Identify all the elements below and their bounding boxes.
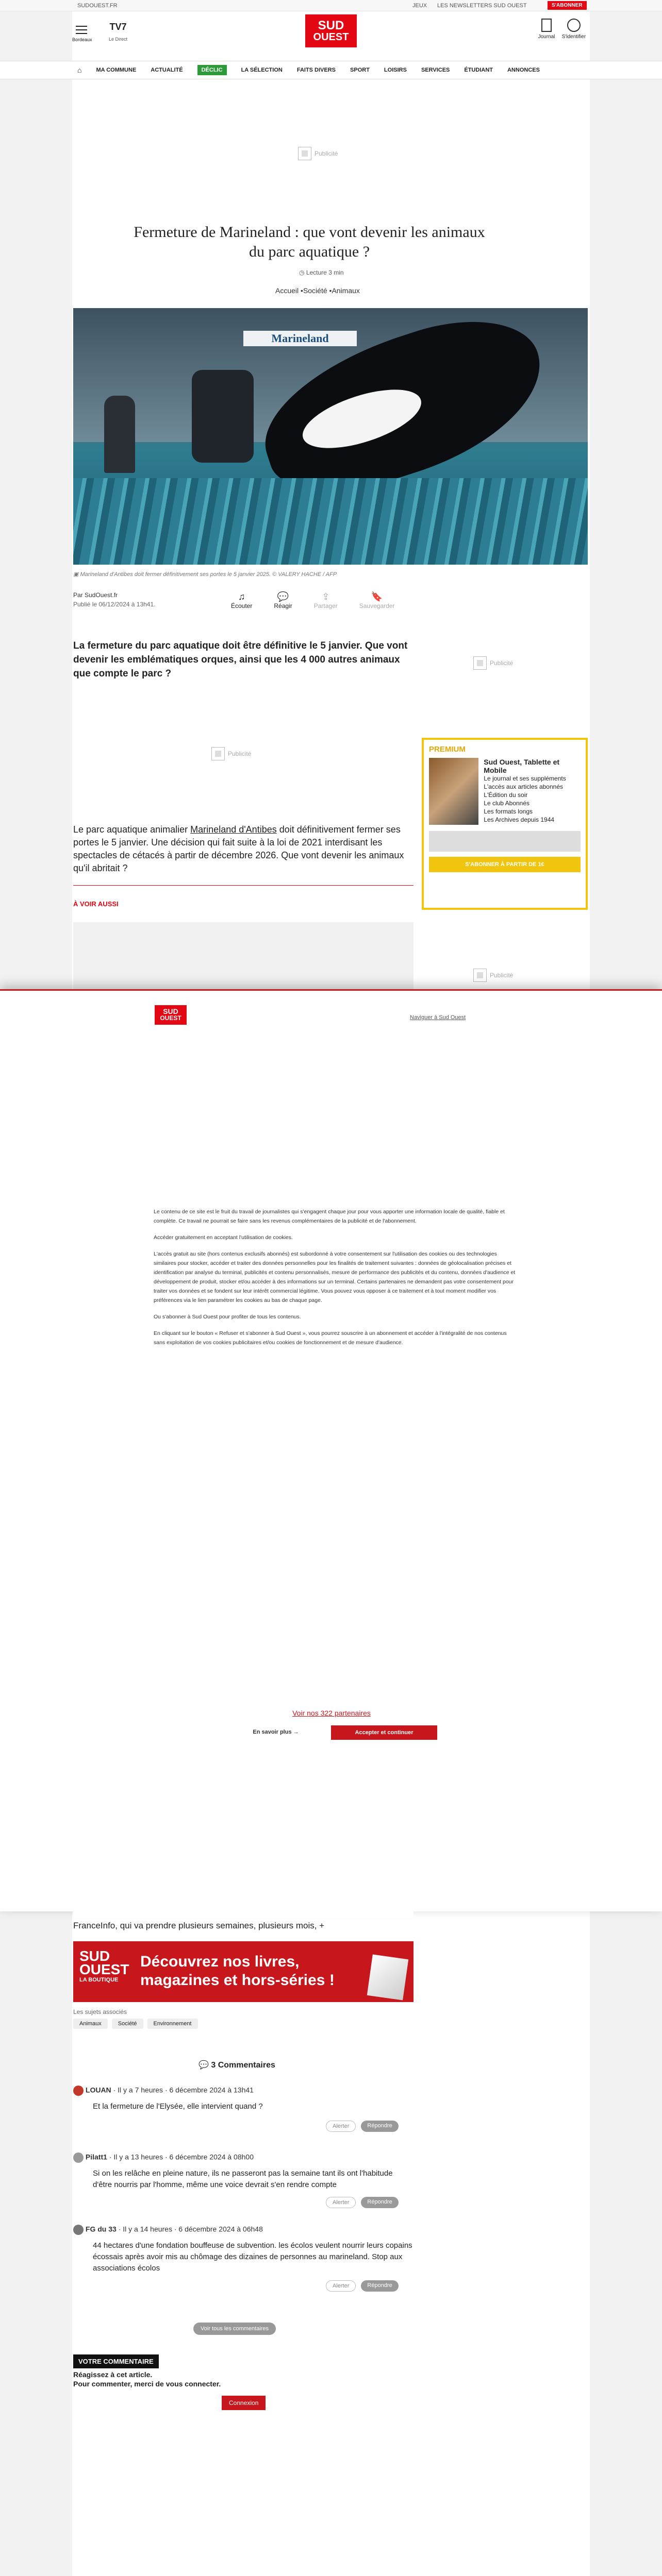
home-icon[interactable]: ⌂ <box>77 66 82 74</box>
speech-bubble-icon: 💬 <box>277 591 289 602</box>
article-body <box>73 823 413 875</box>
promo-logo-line2: OUEST <box>79 1961 129 1977</box>
body-text-rest: doit définitivement fermer ses portes le 5 janvier. Une décision qui fait suite à la loi de 2021 interdisant les spectacles de cétacés à partir de décembre 2026. Que vont devenir les animaux qu'il abritait ? <box>73 824 404 873</box>
comments-count: 3 Commentaires <box>211 2061 275 2070</box>
nav-item-declic[interactable]: DÉCLIC <box>197 65 227 75</box>
main-nav <box>0 61 662 79</box>
article-lead: La fermeture du parc aquatique doit être définitive le 5 janvier. Que vont devenir les emblématiques orques, ainsi que les 4 000 autres animaux que compte le parc ? <box>73 640 408 679</box>
share-icon: ⇪ <box>322 591 330 602</box>
site-link[interactable]: SUDOUEST.FR <box>77 3 118 9</box>
premium-item: Le club Abonnés <box>484 800 530 807</box>
consent-paragraph: Le contenu de ce site est le fruit du travail de journalistes qui s'engagent chaque jour pour vous apporter une information locale de qualité, fiable et complète. Ce travail ne pourrait se faire sans les revenus complémentaires de la publicité et de l'abonnement. <box>154 1209 505 1224</box>
ad-slot-right-2 <box>473 969 513 982</box>
body-text-start: Le parc aquatique animalier <box>73 824 188 835</box>
consent-paragraph: Accéder gratuitement en acceptant l'utilisation de cookies. <box>154 1234 293 1241</box>
premium-placeholder <box>429 831 581 852</box>
nav-item-services[interactable]: SERVICES <box>421 67 450 73</box>
ad-icon <box>211 747 225 760</box>
save-label: Sauvegarder <box>359 602 395 609</box>
menu-button[interactable] <box>72 22 91 42</box>
newspaper-icon <box>541 19 552 32</box>
tag-animaux[interactable]: Animaux <box>73 2019 108 2029</box>
learn-more-button[interactable]: En savoir plus → <box>253 1729 299 1735</box>
promo-text-line2: magazines et hors-séries ! <box>140 1972 335 1989</box>
article-actions <box>231 591 394 609</box>
comment-button[interactable] <box>274 591 292 609</box>
comment-author: LOUAN <box>85 2086 111 2094</box>
reply-button[interactable]: Répondre <box>361 2197 398 2208</box>
share-label: Partager <box>313 602 338 609</box>
trainer-figure-2 <box>192 370 254 463</box>
clock-icon: ◷ <box>299 269 305 276</box>
books-image <box>367 1955 408 2001</box>
article-title: Fermeture de Marineland : que vont devenir les animaux du parc aquatique ? <box>134 224 485 260</box>
nav-item-faits-divers[interactable]: FAITS DIVERS <box>296 67 336 73</box>
listen-button[interactable] <box>231 591 252 609</box>
camera-icon: ▣ <box>73 571 79 578</box>
tag-environnement[interactable]: Environnement <box>147 2019 198 2029</box>
share-button[interactable] <box>314 591 338 609</box>
cut-text-line <box>73 1911 413 1918</box>
save-button[interactable] <box>359 591 395 609</box>
nav-item-actualite[interactable]: ACTUALITÉ <box>151 67 183 73</box>
ad-label: Publicité <box>315 150 338 157</box>
tv7-sub: Le Direct <box>108 37 127 42</box>
consent-logo-line1: SUD <box>163 1007 178 1015</box>
premium-item: L'Édition du soir <box>484 791 528 799</box>
ad-label: Publicité <box>490 972 514 979</box>
tv-city: Bordeaux <box>72 37 92 42</box>
cookie-consent-modal <box>0 989 662 1911</box>
author[interactable]: Par SudOuest.fr <box>73 591 118 599</box>
promo-text-line1: Découvrez nos livres, <box>140 1953 300 1970</box>
ad-icon <box>473 969 487 982</box>
comment-text: Et la fermeture de l'Elysée, elle intervient quand ? <box>93 2102 263 2111</box>
journal-label: Journal <box>538 34 555 40</box>
consent-logo-line2: OUEST <box>160 1014 181 1022</box>
reading-time <box>299 269 344 276</box>
water-splash <box>73 478 588 565</box>
comment-item <box>73 2225 413 2292</box>
comment-item <box>73 2153 413 2208</box>
subscribe-top-button[interactable]: S'ABONNER <box>548 1 587 10</box>
your-comment-heading: VOTRE COMMENTAIRE <box>73 2354 159 2368</box>
consent-paragraph: L'accès gratuit au site (hors contenus exclusifs abonnés) est subordonné à votre consentement sur l'utilisation des cookies ou des technologies similaires pour stocker, accéder et traiter des données personnelles pour les finalités de traitement suivantes : données de géolocalisation précises et identification par analyse du terminal, publicités et contenu personnalisés, mesure de performance des publicités et du contenu, données d'audience et développement de produit, stocker et/ou accéder à des informations sur un terminal. Certains partenaires ne demandent pas votre consentement pour traiter vos données et se fondent sur leur intérêt commercial légitime. Vous pouvez vous opposer à ce traitement et à tout moment modifier vos préférences via le lien paramétrer les cookies au bas de chaque page. <box>154 1251 516 1303</box>
reply-button[interactable]: Répondre <box>361 2280 398 2292</box>
nav-item-loisirs[interactable]: LOISIRS <box>384 67 407 73</box>
games-link[interactable]: JEUX <box>412 3 427 9</box>
breadcrumb-animaux[interactable]: Animaux <box>332 286 360 295</box>
publish-date: Publié le 06/12/2024 à 13h41. <box>73 601 156 608</box>
image-caption <box>73 571 537 578</box>
headphones-icon: ♫ <box>238 591 245 602</box>
premium-title: Sud Ouest, Tablette et Mobile <box>484 758 560 774</box>
login-note <box>73 2370 221 2388</box>
user-icon <box>567 19 581 32</box>
comment-item <box>73 2086 413 2132</box>
tag-societe[interactable]: Société <box>112 2019 143 2029</box>
bookmark-icon: 🔖 <box>371 591 383 602</box>
nav-item-selection[interactable]: LA SÉLECTION <box>241 67 283 73</box>
ad-slot-top <box>298 147 338 160</box>
marineland-sign: Marineland <box>243 331 357 346</box>
consent-logo <box>155 1005 187 1025</box>
login-note-line2: Pour commenter, merci de vous connecter. <box>73 2380 221 2388</box>
nav-item-sport[interactable]: SPORT <box>350 67 370 73</box>
login-button[interactable] <box>561 19 587 40</box>
site-logo[interactable] <box>305 14 357 47</box>
trainer-figure <box>104 396 135 473</box>
breadcrumb-home[interactable]: Accueil <box>275 286 299 295</box>
promo-logo-sub: LA BOUTIQUE <box>79 1977 119 1983</box>
nav-item-commune[interactable]: MA COMMUNE <box>96 67 137 73</box>
login-label: S'identifier <box>561 34 586 40</box>
top-bar <box>0 0 662 11</box>
premium-item: Les Archives depuis 1944 <box>484 816 555 823</box>
comment-author: Pilatt1 <box>85 2153 107 2161</box>
premium-subscribe-button[interactable]: S'ABONNER À PARTIR DE 1€ <box>429 857 581 872</box>
ad-slot-right <box>473 656 513 670</box>
breadcrumb-societe[interactable]: Société <box>303 286 327 295</box>
ad-slot-inline <box>211 747 251 760</box>
boutique-promo-banner[interactable] <box>73 1941 413 2002</box>
see-also-heading: À VOIR AUSSI <box>73 885 413 901</box>
see-also-card[interactable] <box>73 922 413 989</box>
ad-label: Publicité <box>228 750 252 757</box>
premium-devices-image <box>429 758 478 825</box>
see-all-comments-button[interactable]: Voir tous les commentaires <box>193 2323 276 2335</box>
comment-label: Réagir <box>274 602 292 609</box>
comments-heading <box>198 2060 275 2070</box>
comment-meta: · Il y a 7 heures · 6 décembre 2024 à 13h41 <box>113 2086 254 2094</box>
tv7-label: TV7 <box>109 22 127 32</box>
accept-button[interactable]: Accepter et continuer <box>331 1725 437 1740</box>
promo-text <box>140 1953 335 1990</box>
ad-icon <box>298 147 311 160</box>
premium-box <box>422 738 588 910</box>
partners-link[interactable]: Voir nos 322 partenaires <box>292 1709 371 1717</box>
alert-button[interactable]: Alerter <box>326 2280 356 2292</box>
newsletters-link[interactable]: LES NEWSLETTERS SUD OUEST <box>437 3 527 9</box>
navigate-link[interactable]: Naviguer à Sud Ouest <box>410 1014 466 1021</box>
article-end-text: FranceInfo, qui va prendre plusieurs semaines, plusieurs mois, + <box>73 1921 325 1930</box>
alert-button[interactable]: Alerter <box>326 2121 356 2132</box>
journal-button[interactable] <box>536 19 557 40</box>
login-note-line1: Réagissez à cet article. <box>73 2370 153 2379</box>
premium-item: L'accès aux articles abonnés <box>484 783 563 790</box>
logo-line1: SUD <box>318 19 344 32</box>
avatar <box>73 2153 84 2163</box>
breadcrumb: Accueil •Société •Animaux <box>275 286 360 295</box>
login-button[interactable]: Connexion <box>222 2396 266 2410</box>
topics-label: Les sujets associés <box>73 2008 127 2015</box>
comment-meta: · Il y a 13 heures · 6 décembre 2024 à 08h00 <box>109 2153 254 2161</box>
comment-text: Si on les relâche en pleine nature, ils ne passeront pas la semaine tant ils ont l'habitude d'être nourris par l'homme, même une voice devrait s'en rendre compte <box>93 2169 393 2189</box>
speech-bubble-icon: 💬 <box>198 2061 209 2070</box>
premium-label: PREMIUM <box>429 745 466 754</box>
avatar <box>73 2225 84 2235</box>
consent-text <box>154 1207 517 1347</box>
promo-logo <box>79 1950 129 1984</box>
promo-logo-line1: SUD <box>79 1948 110 1964</box>
listen-label: Écouter <box>231 602 253 609</box>
ad-icon <box>473 656 487 670</box>
reading-time-label: Lecture 3 min <box>306 269 344 276</box>
avatar <box>73 2086 84 2096</box>
tv7-direct[interactable] <box>107 22 129 42</box>
comment-author: FG du 33 <box>85 2225 117 2233</box>
nav-item-etudiant[interactable]: ÉTUDIANT <box>464 67 493 73</box>
nav-item-annonces[interactable]: ANNONCES <box>507 67 540 73</box>
site-header <box>72 11 590 61</box>
consent-paragraph: En cliquant sur le bouton « Refuser et s'abonner à Sud Ouest », vous pourrez souscrire à un abonnement et accéder à l'intégralité de nos contenus sans exploitation de vos cookies publicitaires et/ou cookies de fonctionnement et de mesure d'audience. <box>154 1330 507 1346</box>
logo-line2: OUEST <box>313 31 349 43</box>
reply-button[interactable]: Répondre <box>361 2121 398 2132</box>
alert-button[interactable]: Alerter <box>326 2197 356 2208</box>
caption-credit: © VALERY HACHE / AFP <box>272 571 337 578</box>
comment-text: 44 hectares d'une fondation bouffeuse de subvention. les écolos veulent nourrir leurs copains écossais après avoir mis au chômage des dizaines de personnes au marineland. Stop aux associations écolos <box>93 2241 412 2273</box>
premium-item: Les formats longs <box>484 808 533 815</box>
premium-item: Le journal et ses suppléments <box>484 775 566 782</box>
marineland-link[interactable]: Marineland d'Antibes <box>190 824 277 835</box>
byline <box>73 591 155 608</box>
hero-image <box>73 308 588 565</box>
comment-meta: · Il y a 14 heures · 6 décembre 2024 à 06h48 <box>118 2225 263 2233</box>
consent-paragraph: Ou s'abonner à Sud Ouest pour profiter de tous les contenus. <box>154 1314 301 1320</box>
caption-text: Marineland d'Antibes doit fermer définitivement ses portes le 5 janvier 2025. <box>80 571 271 578</box>
topics-tags <box>73 2019 198 2029</box>
ad-label: Publicité <box>490 659 514 667</box>
